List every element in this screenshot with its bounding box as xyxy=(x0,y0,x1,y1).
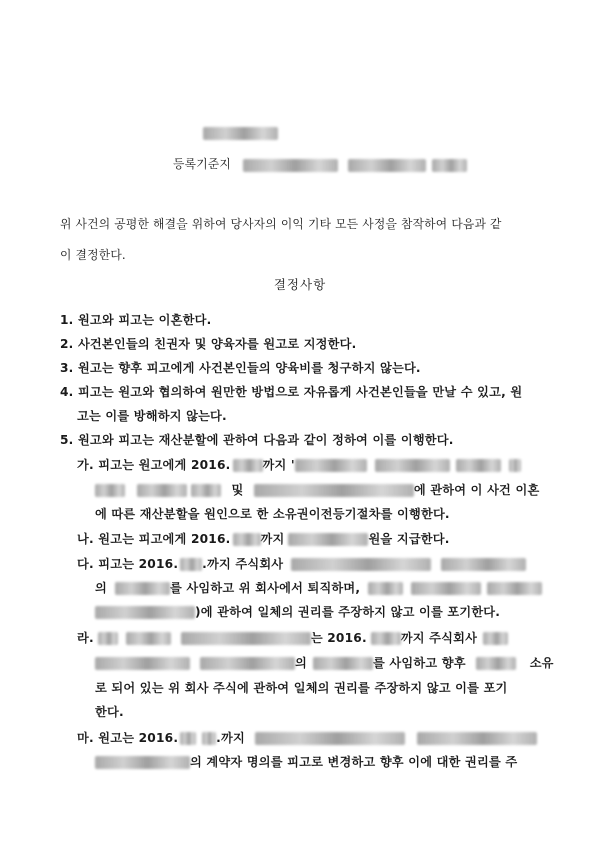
sub-na: 나. 원고는 피고에게 2016. 까지 원을 지급한다. xyxy=(77,532,450,546)
registration-label: 등록기준지 xyxy=(173,157,231,171)
sub-ra-line-1: 라. 는 2016. 까지 주식회사 xyxy=(77,629,508,646)
item-5: 5. 원고와 피고는 재산분할에 관하여 다음과 같이 정하여 이를 이행한다. xyxy=(60,433,454,447)
sub-ra-line-2: 의 를 사임하고 향후 소유 xyxy=(95,654,554,671)
sub-ma-line-1: 마. 원고는 2016. .까지 xyxy=(77,729,537,746)
sub-ra-line-4: 한다. xyxy=(95,705,124,719)
registration-line xyxy=(173,155,467,172)
section-title: 결정사항 xyxy=(273,277,327,292)
sub-ga-line-1: 가. 피고는 원고에게 2016. 까지 ' xyxy=(77,456,521,473)
item-3: 3. 원고는 향후 피고에게 사건본인들의 양육비를 청구하지 않는다. xyxy=(60,361,421,375)
sub-ga-line-3: 에 따른 재산분할을 원인으로 한 소유권이전등기절차를 이행한다. xyxy=(95,507,450,521)
redacted-name xyxy=(203,126,278,140)
sub-da-line-2: 의 를 사임하고 위 회사에서 퇴직하며, xyxy=(95,579,542,596)
sub-ra-line-3: 로 되어 있는 위 회사 주식에 관하여 일체의 권리를 주장하지 않고 이를 포기 xyxy=(95,681,508,695)
item-4-line-2: 고는 이를 방해하지 않는다. xyxy=(77,409,227,423)
item-4-line-1: 4. 피고는 원고와 협의하여 원만한 방법으로 자유롭게 사건본인들을 만날 수 있고, 원 xyxy=(60,385,523,399)
intro-line-2: 이 결정한다. xyxy=(60,248,126,262)
sub-da-line-3: )에 관하여 일체의 권리를 주장하지 않고 이를 포기한다. xyxy=(95,603,500,620)
sub-ma-line-2: 의 계약자 명의를 피고로 변경하고 향후 이에 대한 권리를 주 xyxy=(95,753,517,770)
sub-da-line-1: 다. 피고는 2016. .까지 주식회사 xyxy=(77,555,526,572)
sub-ga-line-2: 및 에 관하여 이 사건 이혼 xyxy=(95,481,539,498)
item-2: 2. 사건본인들의 친권자 및 양육자를 원고로 지정한다. xyxy=(60,337,357,351)
item-1: 1. 원고와 피고는 이혼한다. xyxy=(60,313,212,327)
intro-line-1: 위 사건의 공평한 해결을 위하여 당사자의 이익 기타 모든 사정을 참작하여 다음과 같 xyxy=(60,217,502,231)
